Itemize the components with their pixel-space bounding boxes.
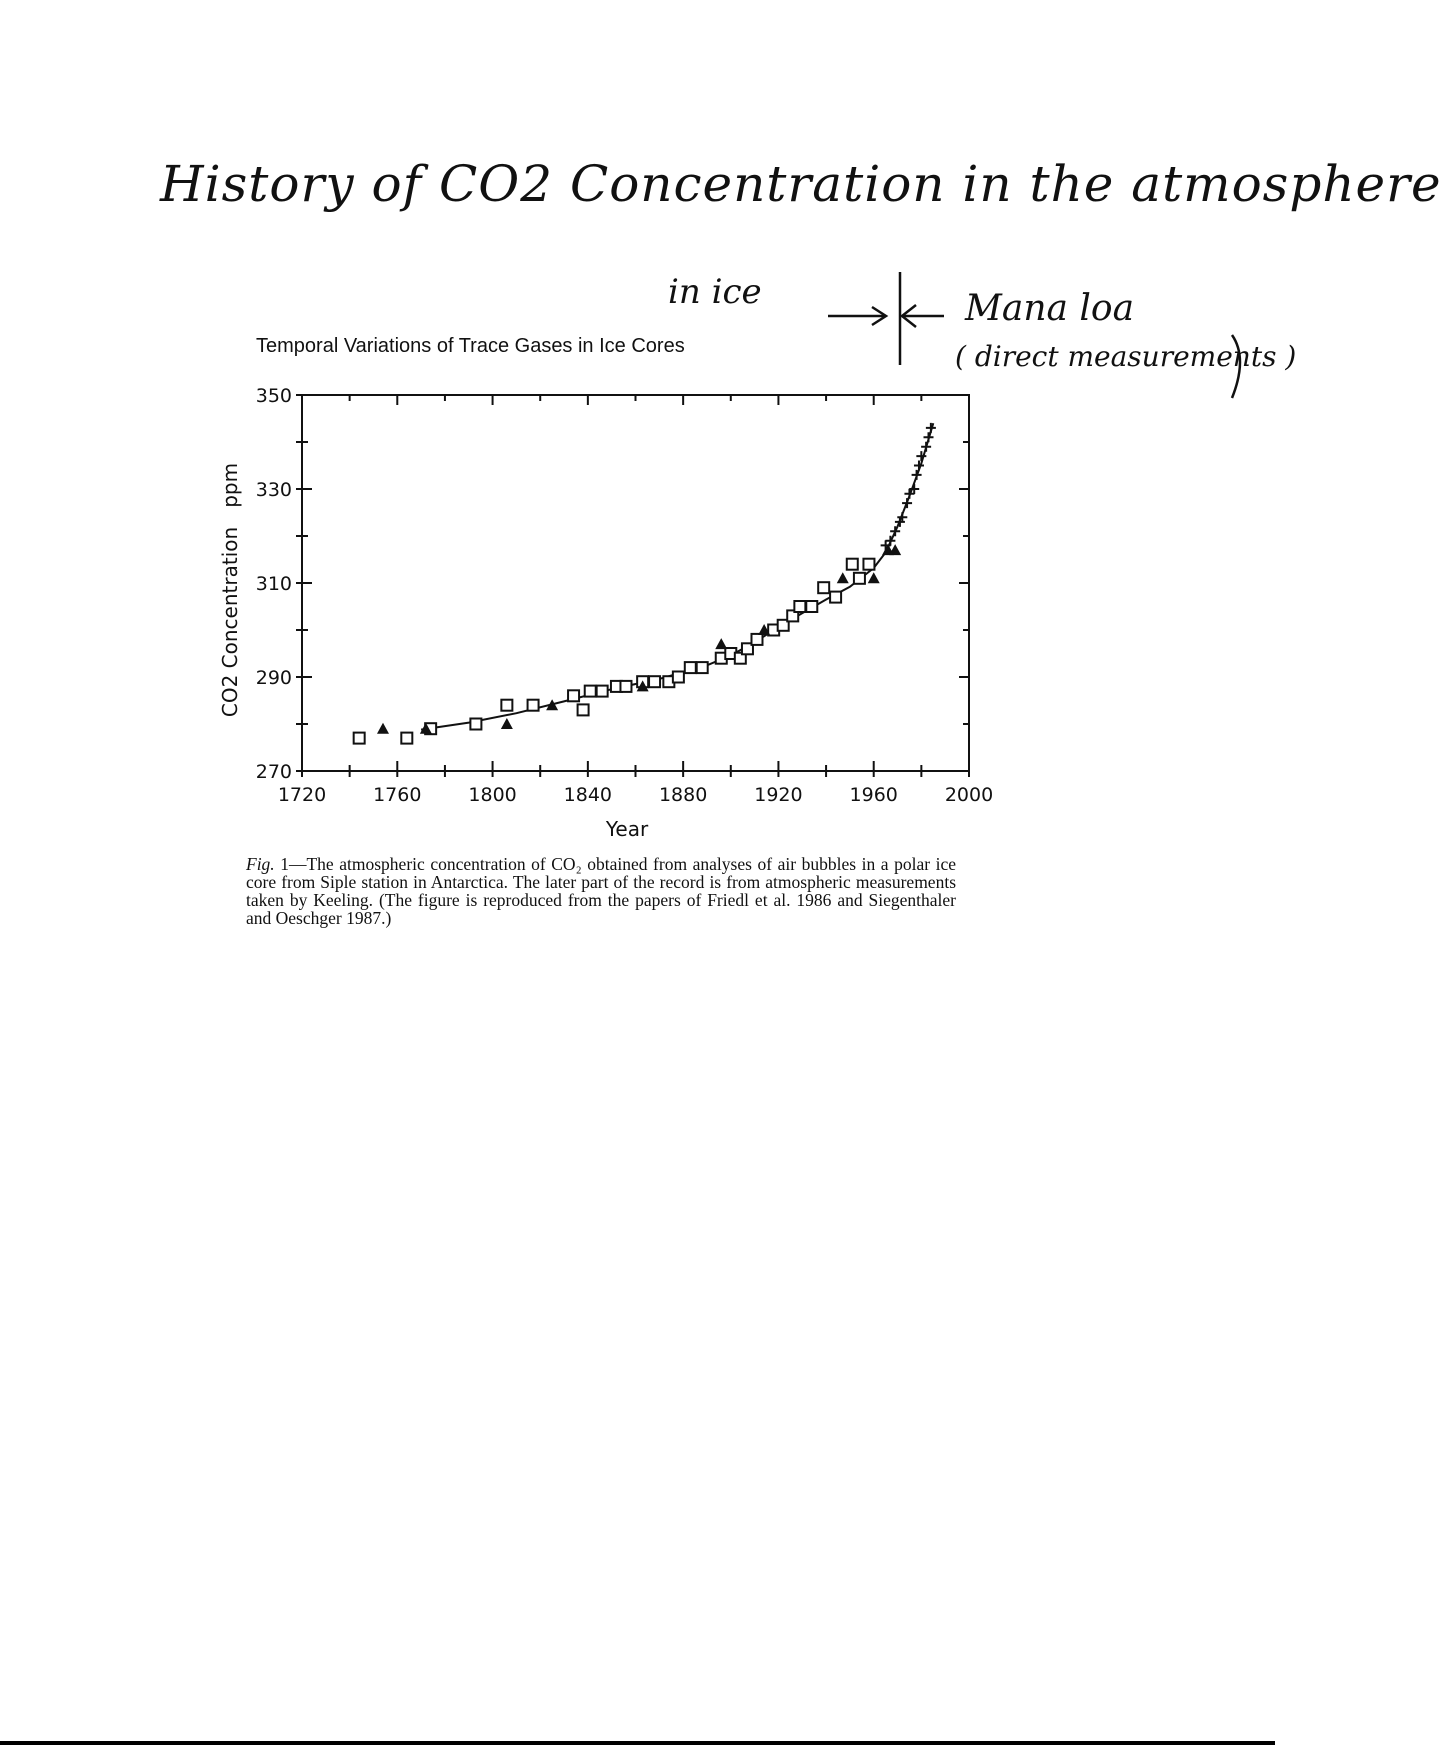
handwritten-mauna-loa-note: Mana loa	[965, 288, 1135, 329]
square-point	[528, 700, 539, 711]
square-point	[806, 601, 817, 612]
plus-point	[921, 442, 931, 452]
x-axis-label: Year	[605, 817, 649, 841]
y-tick-labels	[256, 385, 292, 783]
y-axis-label: CO2 Concentration ppm	[218, 462, 242, 718]
triangle-point	[868, 572, 880, 583]
square-point	[578, 704, 589, 715]
square-point	[751, 634, 762, 645]
square-point	[673, 672, 684, 683]
axis-ticks	[296, 395, 969, 777]
square-point	[470, 719, 481, 730]
y-tick-label: 330	[255, 479, 292, 501]
square-point	[818, 582, 829, 593]
plus-point	[902, 498, 912, 508]
x-tick-label: 2000	[944, 784, 994, 806]
square-point	[794, 601, 805, 612]
plus-point	[904, 489, 914, 499]
x-tick-label: 1880	[658, 784, 708, 806]
triangle-point	[377, 723, 389, 734]
square-point	[697, 662, 708, 673]
bottom-rule	[0, 1741, 1275, 1745]
square-point	[685, 662, 696, 673]
y-tick-label: 290	[255, 667, 292, 689]
caption-fig-label: Fig.	[246, 854, 275, 874]
data-points	[354, 423, 936, 744]
x-tick-labels	[278, 784, 993, 806]
square-point	[830, 592, 841, 603]
square-point	[620, 681, 631, 692]
figure-caption	[246, 855, 956, 927]
annotation-arrows	[828, 272, 1240, 398]
handwritten-title: History of CO2 Concentration in the atmosphere	[160, 155, 1442, 213]
x-tick-label: 1760	[373, 784, 422, 806]
triangle-point	[715, 638, 727, 649]
square-point	[863, 559, 874, 570]
handwritten-direct-measurements-note: ( direct measurements )	[955, 340, 1297, 373]
square-point	[585, 686, 596, 697]
x-tick-label: 1960	[849, 784, 898, 806]
y-tick-label: 310	[255, 573, 292, 595]
x-tick-label: 1840	[563, 784, 613, 806]
square-point	[649, 676, 660, 687]
x-tick-label: 1920	[754, 784, 803, 806]
plus-point	[885, 536, 895, 546]
square-point	[597, 686, 608, 697]
plus-point	[912, 470, 922, 480]
co2-chart	[0, 0, 1275, 850]
square-point	[568, 690, 579, 701]
square-point	[354, 733, 365, 744]
x-tick-label: 1800	[468, 784, 517, 806]
handwritten-in-ice-note: in ice	[668, 272, 762, 312]
square-point	[501, 700, 512, 711]
y-tick-label: 350	[255, 385, 292, 407]
square-point	[401, 733, 412, 744]
plus-point	[926, 423, 936, 433]
chart-title: Temporal Variations of Trace Gases in Ice Cores	[256, 335, 685, 357]
y-tick-label: 270	[255, 761, 292, 783]
triangle-point	[501, 718, 513, 729]
square-point	[854, 573, 865, 584]
plus-point	[890, 526, 900, 536]
caption-text: 1—The atmospheric concentration of CO₂ obtained from analyses of air bubbles in a polar ice core from Siple station in Antarctica. The later part of the record is from atmospheric measurements taken by Keeling. (The figure is reproduced from the papers of Friedl et al. 1986 and Siegenthaler and Oeschger 1987.)	[246, 854, 956, 928]
plus-point	[895, 517, 905, 527]
triangle-point	[837, 572, 849, 583]
square-point	[847, 559, 858, 570]
plus-point	[924, 432, 934, 442]
x-tick-label: 1720	[277, 784, 327, 806]
